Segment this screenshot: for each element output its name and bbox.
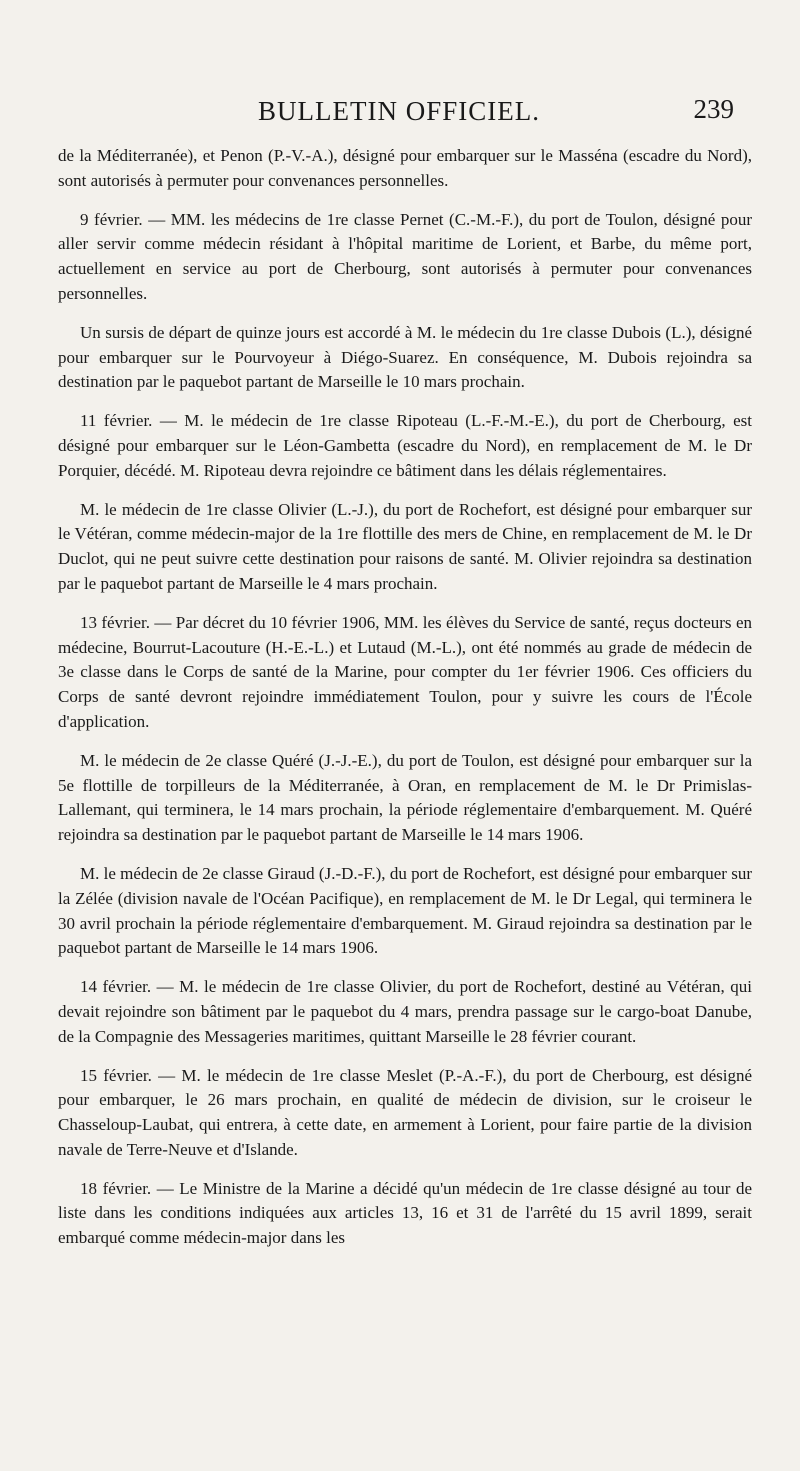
page-header (58, 88, 752, 132)
paragraph-1: de la Méditerranée), et Penon (P.-V.-A.), désigné pour embarquer sur le Masséna (escadre du Nord), sont autorisés à permuter pour convenances personnelles. (58, 146, 752, 190)
paragraph-8: M. le médecin de 2e classe Giraud (J.-D.-F.), du port de Rochefort, est désigné pour embarquer sur la Zélée (division navale de l'Océan Pacifique), en remplacement de M. le Dr Legal, qui terminera le 30 avril prochain la période réglementaire d'embarquement. M. Giraud rejoindra sa destination par le paquebot partant de Marseille le 14 mars 1906. (58, 863, 752, 958)
paragraph-2: 9 février. — MM. les médecins de 1re classe Pernet (C.-M.-F.), du port de Toulon, désigné pour aller servir comme médecin résidant à l'hôpital maritime de Lorient, et Barbe, du même port, actuellement en service au port de Cherbourg, sont autorisés à permuter pour convenances personnelles. (58, 209, 752, 303)
page-number: 239 (693, 94, 734, 124)
paragraph-5: M. le médecin de 1re classe Olivier (L.-J.), du port de Rochefort, est désigné pour embarquer sur le Vétéran, comme médecin-major de la 1re flottille des mers de Chine, en remplacement de M. le Dr Duclot, qui ne peut suivre cette destination pour raisons de santé. M. Olivier rejoindra sa destination par le paquebot partant de Marseille le 4 mars prochain. (58, 499, 752, 593)
paragraph-6: 13 février. — Par décret du 10 février 1906, MM. les élèves du Service de santé, reçus docteurs en médecine, Bourrut-Lacouture (H.-E.-L.) et Lutaud (M.-L.), ont été nommés au grade de médecin de 3e classe dans le Corps de santé de la Marine, pour compter du 1er février 1906. Ces officiers du Corps de santé devront rejoindre immédiatement Toulon, pour y suivre les cours de l'École d'application. (58, 612, 752, 731)
paragraph-7: M. le médecin de 2e classe Quéré (J.-J.-E.), du port de Toulon, est désigné pour embarquer sur la 5e flottille de torpilleurs de la Méditerranée, à Oran, en remplacement de M. le Dr Primislas-Lallemant, qui terminera, le 14 mars prochain, la période réglementaire d'embarquement. M. Quéré rejoindra sa destination par le paquebot partant de Marseille le 14 mars 1906. (58, 750, 752, 845)
paragraph-3: Un sursis de départ de quinze jours est accordé à M. le médecin du 1re classe Dubois (L.), désigné pour embarquer sur le Pourvoyeur à Diégo-Suarez. En conséquence, M. Dubois rejoindra sa destination par le paquebot partant de Marseille le 10 mars prochain. (58, 322, 752, 392)
paragraph-11: 18 février. — Le Ministre de la Marine a décidé qu'un médecin de 1re classe désigné au tour de liste dans les conditions indiquées aux articles 13, 16 et 31 de l'arrêté du 15 avril 1899, serait embarqué comme médecin-major dans les (58, 1178, 752, 1248)
body-text (58, 144, 752, 1251)
paragraph-10: 15 février. — M. le médecin de 1re classe Meslet (P.-A.-F.), du port de Cherbourg, est désigné pour embarquer, le 26 mars prochain, en qualité de médecin de division, sur le croiseur le Chasseloup-Laubat, qui entrera, à cette date, en armement à Lorient, pour faire partie de la division navale de Terre-Neuve et d'Islande. (58, 1065, 752, 1159)
running-title: BULLETIN OFFICIEL. (258, 96, 540, 126)
paragraph-4: 11 février. — M. le médecin de 1re classe Ripoteau (L.-F.-M.-E.), du port de Cherbourg, est désigné pour embarquer sur le Léon-Gambetta (escadre du Nord), en remplacement de M. le Dr Porquier, décédé. M. Ripoteau devra rejoindre ce bâtiment dans les délais réglementaires. (58, 411, 752, 480)
paragraph-9: 14 février. — M. le médecin de 1re classe Olivier, du port de Rochefort, destiné au Vétéran, qui devait rejoindre son bâtiment par le paquebot du 4 mars, prendra passage sur le cargo-boat Danube, de la Compagnie des Messageries maritimes, quittant Marseille le 28 février courant. (58, 977, 752, 1046)
